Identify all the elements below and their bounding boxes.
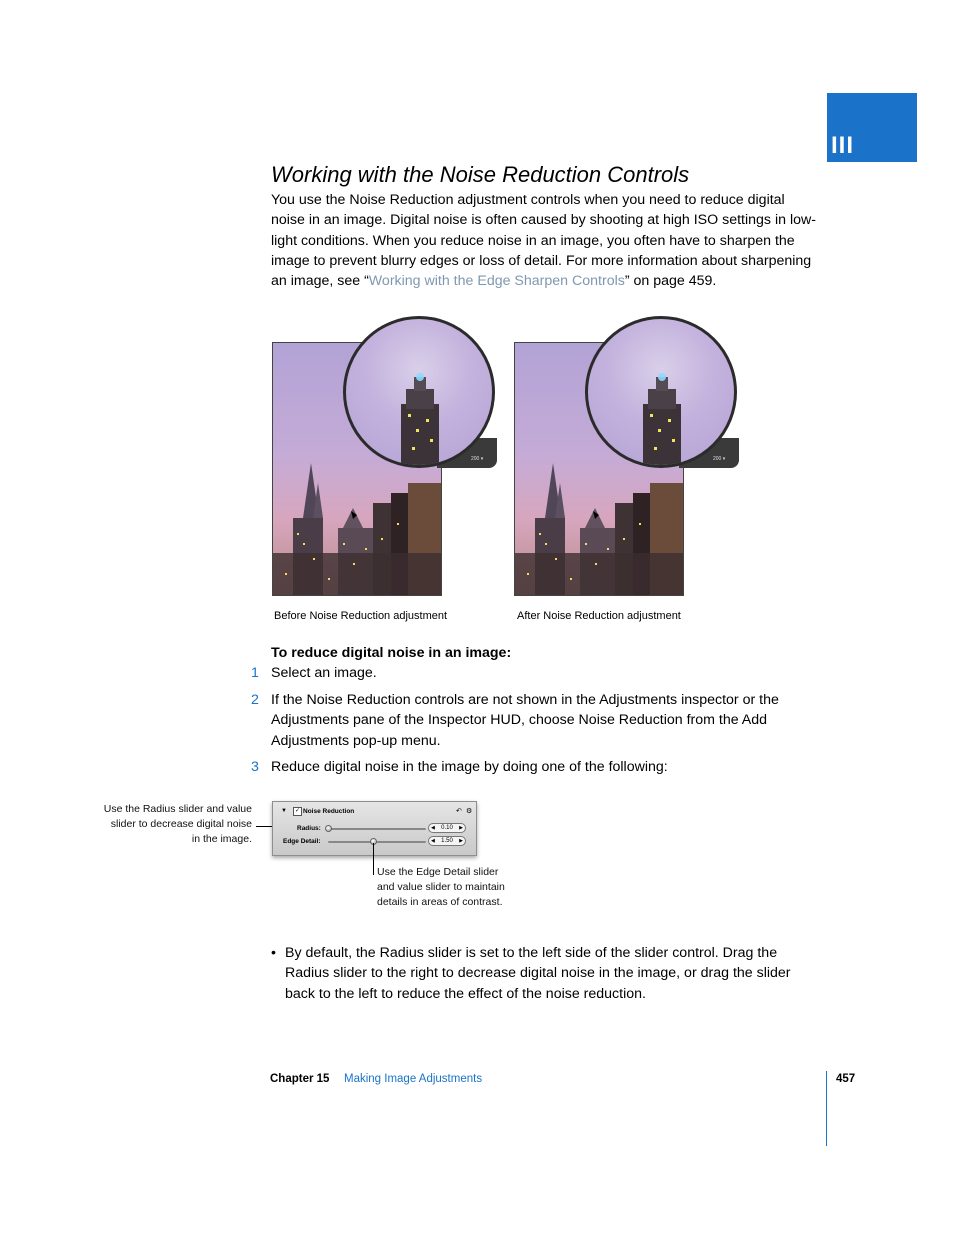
decrement-arrow-icon[interactable]: ◀ bbox=[431, 838, 435, 844]
footer-divider bbox=[826, 1071, 827, 1146]
radius-value[interactable]: 0.10 bbox=[441, 825, 453, 831]
radius-row bbox=[273, 823, 476, 835]
undo-icon[interactable]: ↶ bbox=[456, 808, 462, 815]
step-text: Select an image. bbox=[271, 665, 377, 681]
loupe-magnifier-after[interactable] bbox=[585, 316, 737, 468]
checkbox-icon[interactable]: ✓ bbox=[294, 808, 301, 814]
edge-detail-value[interactable]: 1.50 bbox=[441, 838, 453, 844]
edge-detail-label: Edge Detail: bbox=[283, 838, 321, 845]
step-number: 2 bbox=[251, 692, 259, 708]
radius-slider-track[interactable] bbox=[328, 828, 426, 830]
after-caption: After Noise Reduction adjustment bbox=[517, 610, 681, 622]
edge-detail-slider-track[interactable] bbox=[328, 841, 426, 843]
page-number: 457 bbox=[836, 1073, 856, 1085]
noise-reduction-panel bbox=[272, 801, 477, 856]
decrement-arrow-icon[interactable]: ◀ bbox=[431, 825, 435, 831]
step-text: Reduce digital noise in the image by doing one of the following: bbox=[271, 759, 668, 775]
footer-chapter-title: Making Image Adjustments bbox=[344, 1073, 483, 1085]
intro-paragraph bbox=[271, 190, 819, 291]
procedure-title: To reduce digital noise in an image: bbox=[271, 645, 512, 661]
radius-callout: Use the Radius slider and value slider to decrease digital noise in the image. bbox=[103, 803, 252, 845]
loupe-magnifier-before[interactable] bbox=[343, 316, 495, 468]
edge-detail-callout: Use the Edge Detail slider and value slider to maintain details in areas of contrast. bbox=[377, 866, 505, 908]
step-text: If the Noise Reduction controls are not shown in the Adjustments inspector or the Adjustments pane of the Inspector HUD, choose Noise Reduction from the Add Adjustments pop-up menu. bbox=[271, 692, 779, 749]
disclosure-triangle-icon[interactable]: ▼ bbox=[281, 808, 287, 814]
edge-detail-row bbox=[273, 836, 476, 848]
panel-header bbox=[273, 806, 476, 818]
cross-reference-link[interactable]: Working with the Edge Sharpen Controls bbox=[368, 273, 625, 290]
gear-icon[interactable]: ⚙ bbox=[466, 808, 473, 815]
bullet-text: By default, the Radius slider is set to the left side of the slider control. Drag the Radius slider to the right to decrease digital noise in the image, or drag the slider back to the left to reduce the effect of the noise reduction. bbox=[285, 945, 791, 1002]
edge-detail-value-slider[interactable] bbox=[428, 836, 466, 846]
loupe-zoom-after[interactable]: 200 ▾ bbox=[713, 456, 726, 462]
radius-value-slider[interactable] bbox=[428, 823, 466, 833]
part-tab-label: III bbox=[831, 132, 855, 159]
loupe-zoom-before[interactable]: 200 ▾ bbox=[471, 456, 484, 462]
step-number: 1 bbox=[251, 665, 259, 681]
footer-chapter: Chapter 15 bbox=[270, 1073, 330, 1085]
intro-text: You use the Noise Reduction adjustment controls when you need to reduce digital noise in an image. Digital noise is often caused by shooting at high ISO settings in low-light conditions. When you reduce noise in an image, you often have to sharpen the image to prevent blurry edges or loss of detail. For more information about sharpening an image, see “ bbox=[271, 192, 816, 290]
panel-title: Noise Reduction bbox=[303, 808, 355, 815]
increment-arrow-icon[interactable]: ▶ bbox=[459, 825, 463, 831]
increment-arrow-icon[interactable]: ▶ bbox=[459, 838, 463, 844]
edge-leader-line bbox=[373, 843, 374, 875]
bullet-icon: • bbox=[271, 945, 276, 961]
part-tab bbox=[827, 93, 917, 162]
before-caption: Before Noise Reduction adjustment bbox=[274, 610, 448, 622]
radius-slider-knob[interactable] bbox=[325, 825, 332, 832]
radius-label: Radius: bbox=[297, 825, 321, 832]
step-number: 3 bbox=[251, 759, 259, 775]
intro-text-end: ” on page 459. bbox=[624, 273, 717, 290]
section-heading: Working with the Noise Reduction Controls bbox=[271, 162, 690, 187]
